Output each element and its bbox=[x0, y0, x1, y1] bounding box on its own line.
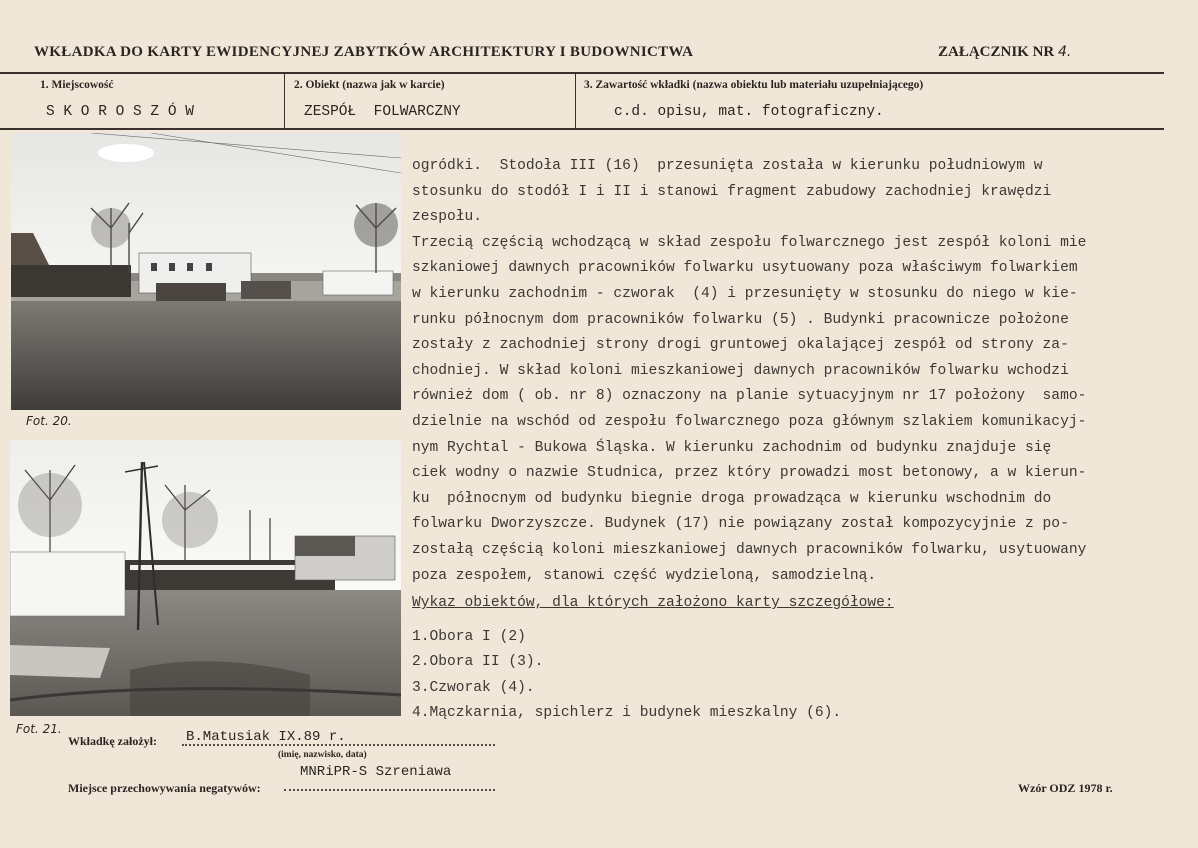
founder-hint: (imię, nazwisko, data) bbox=[278, 750, 367, 760]
description-line: w kierunku zachodnim - czworak (4) i przesunięty w stosunku do niego w kie- bbox=[412, 285, 1078, 302]
description-line: ku północnym od budynku biegnie droga prowadząca w kierunku wschodnim do bbox=[412, 490, 1052, 507]
description-line: chodniej. W skład koloni mieszkaniowej dawnych pracowników folwarku wchodzi bbox=[412, 362, 1069, 379]
list-heading: Wykaz obiektów, dla których założono karty szczegółowe: bbox=[412, 595, 894, 612]
storage-label: Miejsce przechowywania negatywów: bbox=[68, 781, 261, 795]
description-line: runku północnym dom pracowników folwarku (5) . Budynki pracownicze położone bbox=[412, 311, 1069, 328]
card-title: WKŁADKA DO KARTY EWIDENCYJNEJ ZABYTKÓW ARCHITEKTURY I BUDOWNICTWA bbox=[34, 44, 694, 60]
object-value: ZESPÓŁ FOLWARCZNY bbox=[304, 104, 461, 120]
header-rule-bottom bbox=[0, 128, 1164, 130]
storage-dotted-line bbox=[284, 789, 495, 791]
content-value: c.d. opisu, mat. fotograficzny. bbox=[614, 104, 884, 120]
photo-caption-20: Fot. 20. bbox=[26, 414, 72, 428]
description-line: również dom ( ob. nr 8) oznaczony na planie sytuacyjnym nr 17 położony samo- bbox=[412, 388, 1087, 405]
photo-farm-buildings-image bbox=[11, 133, 401, 410]
photo-caption-21: Fot. 21. bbox=[16, 722, 62, 736]
field-divider-1 bbox=[284, 72, 285, 130]
description-line: dzielnie na wschód od zespołu folwarcznego poza głównym szlakiem komunikacyj- bbox=[412, 413, 1087, 430]
description-line: szkaniowej dawnych pracowników folwarku usytuowany poza właściwym folwarkiem bbox=[412, 260, 1078, 277]
locality-value: S K O R O S Z Ó W bbox=[46, 104, 194, 120]
object-list-item: 4.Mączkarnia, spichlerz i budynek mieszkalny (6). bbox=[412, 705, 842, 722]
description-line: stosunku do stodół I i II i stanowi fragment zabudowy zachodniej krawędzi bbox=[412, 183, 1052, 200]
description-lines bbox=[412, 154, 1184, 589]
description-line: nym Rychtal - Bukowa Śląska. W kierunku zachodnim od budynku znajduje się bbox=[412, 439, 1052, 456]
description-line: zostały z zachodniej strony drogi gruntowej okalającej zespół od strony za- bbox=[412, 337, 1069, 354]
field-divider-2 bbox=[575, 72, 576, 130]
object-list-item: 3.Czworak (4). bbox=[412, 679, 535, 696]
description-line: folwarku Dworzyszcze. Budynek (17) nie powiązany został kompozycyjnie z po- bbox=[412, 516, 1069, 533]
description-line: Trzecią częścią wchodzącą w skład zespołu folwarcznego jest zespół koloni mie bbox=[412, 234, 1087, 251]
description-line: poza zespołem, stanowi część wydzieloną, samodzielną. bbox=[412, 567, 877, 584]
form-template-label: Wzór ODZ 1978 r. bbox=[1018, 781, 1113, 795]
description-line: zespołu. bbox=[412, 209, 483, 226]
description-line: ogródki. Stodoła III (16) przesunięta została w kierunku południowym w bbox=[412, 158, 1043, 174]
photo-farm-buildings bbox=[11, 133, 401, 410]
photo-worker-houses-image bbox=[10, 440, 401, 716]
object-list-item: 1.Obora I (2) bbox=[412, 628, 526, 645]
founder-value: B.Matusiak IX.89 r. bbox=[186, 729, 346, 745]
storage-value: MNRiPR-S Szreniawa bbox=[300, 764, 452, 780]
object-label: 2. Obiekt (nazwa jak w karcie) bbox=[294, 79, 445, 91]
photo-worker-houses bbox=[10, 440, 401, 716]
locality-label: 1. Miejscowość bbox=[40, 79, 114, 91]
object-list bbox=[412, 625, 1184, 727]
attachment-number-value: 4. bbox=[1058, 44, 1072, 60]
description-line: zostałą częścią koloni mieszkaniowej dawnych pracowników folwarku, usytuowany bbox=[412, 541, 1087, 558]
content-label: 3. Zawartość wkładki (nazwa obiektu lub materiału uzupełniającego) bbox=[584, 79, 924, 91]
attachment-number bbox=[938, 44, 1071, 61]
header-rule-top bbox=[0, 72, 1164, 74]
attachment-label: ZAŁĄCZNIK NR bbox=[938, 44, 1055, 60]
object-list-item: 2.Obora II (3). bbox=[412, 654, 544, 671]
description-line: ciek wodny o nazwie Studnica, przez który prowadzi most betonowy, a w kierun- bbox=[412, 465, 1087, 482]
founder-label: Wkładkę założył: bbox=[68, 734, 157, 748]
founder-dotted-line bbox=[182, 744, 495, 746]
description-text bbox=[412, 154, 1184, 727]
